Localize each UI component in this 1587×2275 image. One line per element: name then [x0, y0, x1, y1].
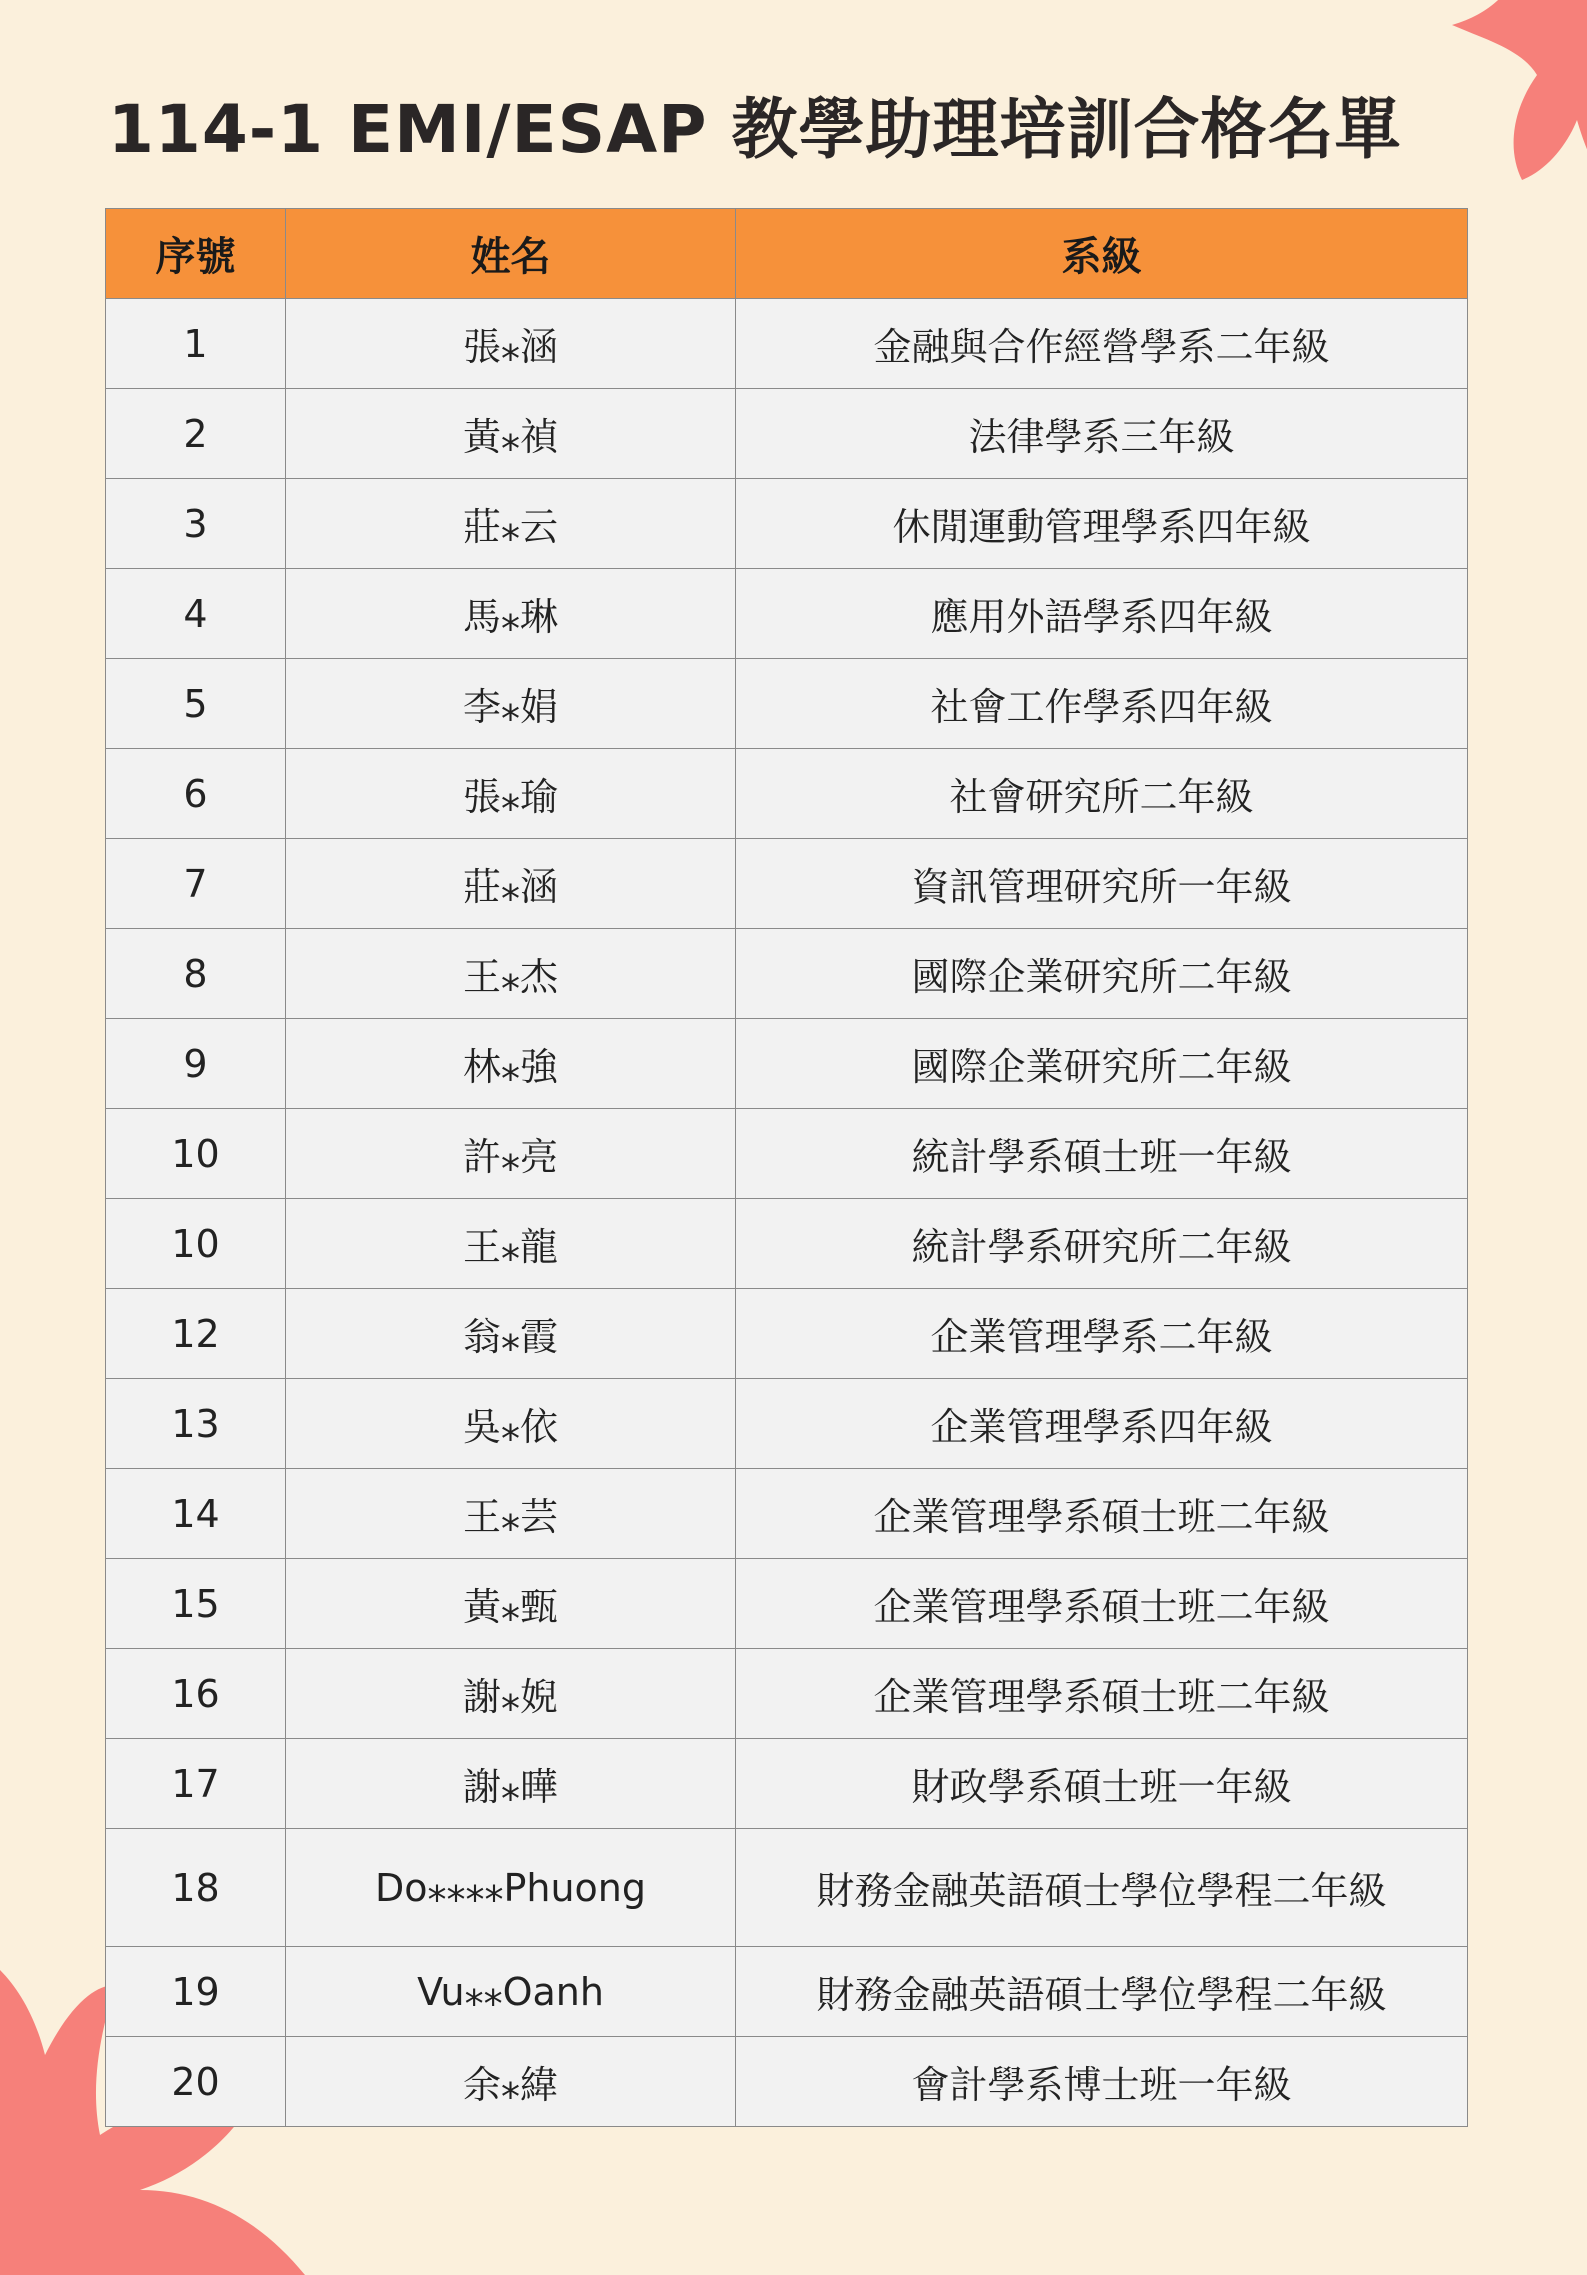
cell-department: 休閒運動管理學系四年級 — [736, 479, 1468, 569]
cell-name: 王⁎芸 — [286, 1469, 736, 1559]
cell-name: 許⁎亮 — [286, 1109, 736, 1199]
table-header-row — [106, 209, 1468, 299]
cell-department: 企業管理學系碩士班二年級 — [736, 1559, 1468, 1649]
table-row — [106, 1109, 1468, 1199]
cell-department: 金融與合作經營學系二年級 — [736, 299, 1468, 389]
cell-index: 1 — [106, 299, 286, 389]
table-body — [106, 299, 1468, 2127]
qualified-list-table — [105, 208, 1468, 2127]
cell-department: 應用外語學系四年級 — [736, 569, 1468, 659]
cell-name: 謝⁎曄 — [286, 1739, 736, 1829]
cell-name: 翁⁎霞 — [286, 1289, 736, 1379]
cell-name: 黃⁎禎 — [286, 389, 736, 479]
cell-index: 9 — [106, 1019, 286, 1109]
cell-department: 會計學系博士班一年級 — [736, 2037, 1468, 2127]
cell-department: 法律學系三年級 — [736, 389, 1468, 479]
cell-department: 國際企業研究所二年級 — [736, 1019, 1468, 1109]
cell-index: 15 — [106, 1559, 286, 1649]
cell-index: 7 — [106, 839, 286, 929]
table-row — [106, 1199, 1468, 1289]
table-row — [106, 659, 1468, 749]
cell-index: 2 — [106, 389, 286, 479]
table-row — [106, 1379, 1468, 1469]
cell-department: 財政學系碩士班一年級 — [736, 1739, 1468, 1829]
cell-department: 統計學系研究所二年級 — [736, 1199, 1468, 1289]
cell-index: 18 — [106, 1829, 286, 1947]
table-row — [106, 479, 1468, 569]
cell-name: 王⁎杰 — [286, 929, 736, 1019]
cell-index: 6 — [106, 749, 286, 839]
cell-index: 17 — [106, 1739, 286, 1829]
cell-name: 黃⁎甄 — [286, 1559, 736, 1649]
table-row — [106, 1019, 1468, 1109]
cell-index: 3 — [106, 479, 286, 569]
table-row — [106, 1947, 1468, 2037]
cell-name: 謝⁎婗 — [286, 1649, 736, 1739]
table-row — [106, 1559, 1468, 1649]
cell-department: 財務金融英語碩士學位學程二年級 — [736, 1947, 1468, 2037]
cell-department: 國際企業研究所二年級 — [736, 929, 1468, 1019]
cell-department: 社會研究所二年級 — [736, 749, 1468, 839]
cell-name: 張⁎瑜 — [286, 749, 736, 839]
page-title: 114-1 EMI/ESAP 教學助理培訓合格名單 — [108, 91, 1402, 168]
cell-index: 14 — [106, 1469, 286, 1559]
cell-name: 李⁎娟 — [286, 659, 736, 749]
cell-department: 社會工作學系四年級 — [736, 659, 1468, 749]
cell-name: 莊⁎涵 — [286, 839, 736, 929]
cell-name: 馬⁎琳 — [286, 569, 736, 659]
table-row — [106, 839, 1468, 929]
cell-department: 企業管理學系二年級 — [736, 1289, 1468, 1379]
table-row — [106, 749, 1468, 839]
column-header-name: 姓名 — [286, 209, 736, 299]
cell-index: 12 — [106, 1289, 286, 1379]
column-header-department: 系級 — [736, 209, 1468, 299]
cell-department: 資訊管理研究所一年級 — [736, 839, 1468, 929]
cell-name: 莊⁎云 — [286, 479, 736, 569]
cell-name: Vu⁎⁎Oanh — [286, 1947, 736, 2037]
cell-department: 財務金融英語碩士學位學程二年級 — [736, 1829, 1468, 1947]
cell-department: 企業管理學系碩士班二年級 — [736, 1469, 1468, 1559]
table-row — [106, 1739, 1468, 1829]
column-header-index: 序號 — [106, 209, 286, 299]
cell-index: 20 — [106, 2037, 286, 2127]
cell-index: 5 — [106, 659, 286, 749]
cell-department: 企業管理學系四年級 — [736, 1379, 1468, 1469]
cell-index: 4 — [106, 569, 286, 659]
cell-name: 吳⁎依 — [286, 1379, 736, 1469]
table-row — [106, 2037, 1468, 2127]
cell-department: 企業管理學系碩士班二年級 — [736, 1649, 1468, 1739]
cell-name: 張⁎涵 — [286, 299, 736, 389]
flower-decoration-top-right — [1427, 0, 1587, 220]
cell-name: Do⁎⁎⁎⁎Phuong — [286, 1829, 736, 1947]
cell-name: 余⁎緯 — [286, 2037, 736, 2127]
cell-index: 13 — [106, 1379, 286, 1469]
table-row — [106, 1829, 1468, 1947]
table-row — [106, 299, 1468, 389]
table-row — [106, 389, 1468, 479]
cell-department: 統計學系碩士班一年級 — [736, 1109, 1468, 1199]
cell-index: 8 — [106, 929, 286, 1019]
cell-index: 16 — [106, 1649, 286, 1739]
table-row — [106, 569, 1468, 659]
cell-name: 林⁎強 — [286, 1019, 736, 1109]
cell-index: 10 — [106, 1199, 286, 1289]
table-row — [106, 1469, 1468, 1559]
table-row — [106, 1289, 1468, 1379]
cell-index: 10 — [106, 1109, 286, 1199]
cell-index: 19 — [106, 1947, 286, 2037]
cell-name: 王⁎龍 — [286, 1199, 736, 1289]
table-row — [106, 1649, 1468, 1739]
table-row — [106, 929, 1468, 1019]
